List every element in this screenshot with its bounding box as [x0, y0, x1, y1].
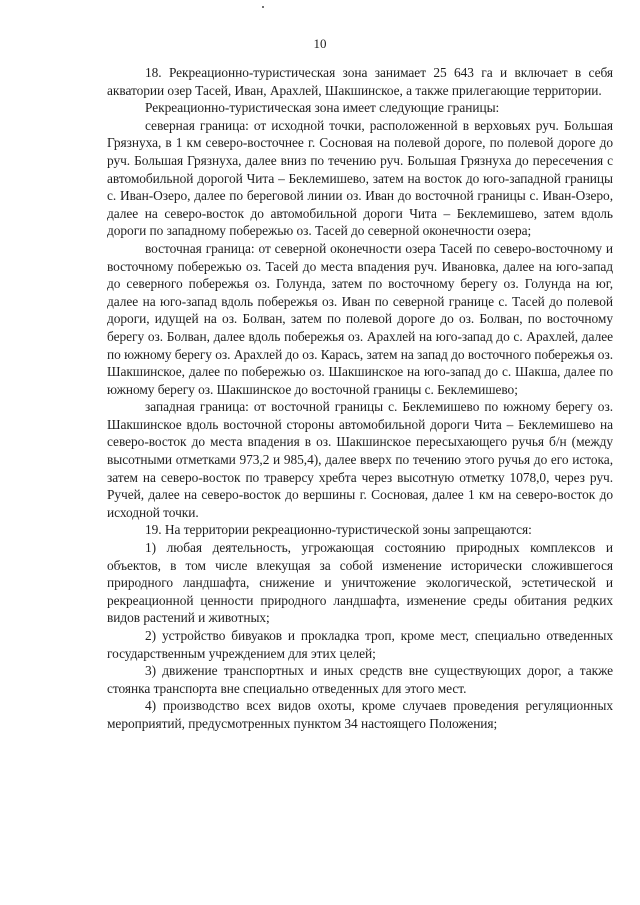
scan-speck	[262, 6, 264, 8]
paragraph-borders-heading: Рекреационно-туристическая зона имеет следующие границы:	[145, 100, 500, 116]
paragraph-18-intro: 18. Рекреационно-туристическая зона занимает 25 643 га и включает в себя акватории озер Тасей, Иван, Арахлей, Шакшинское, а также прилегающие территории.	[107, 65, 613, 98]
paragraph-prohibition-1: 1) любая деятельность, угрожающая состоянию природных комплексов и объектов, в том числе влекущая за собой изменение исторически сложившегося природного ландшафта, снижение и уничтожение экологической, эстетической и рекреационной ценности природного ландшафта, изменение среды обитания редких видов растений и животных;	[107, 540, 613, 626]
paragraph-prohibition-4: 4) производство всех видов охоты, кроме случаев проведения регуляционных мероприятий, предусмотренных пунктом 34 настоящего Положения;	[107, 698, 613, 731]
document-body	[107, 64, 613, 733]
paragraph-prohibition-2: 2) устройство бивуаков и прокладка троп, кроме мест, специально отведенных государственным учреждением для этих целей;	[107, 628, 613, 661]
paragraph-19-prohibitions: 19. На территории рекреационно-туристической зоны запрещаются:	[145, 522, 532, 538]
paragraph-west-border: западная граница: от восточной границы с. Беклемишево по южному берегу оз. Шакшинское вдоль восточной стороны автомобильной дороги Чита – Беклемишево на северо-восток до места впадения в оз. Шакшинское пересыхающего ручья б/н (между высотными отметками 973,2 и 985,4), далее вверх по течению этого ручья до его истока, затем на северо-восток по траверсу хребта через высотную отметку 1078,0, через руч. Ручей, далее на северо-восток до вершины г. Сосновая, далее 1 км на северо-восток до исходной точки.	[107, 399, 613, 520]
paragraph-east-border: восточная граница: от северной оконечности озера Тасей по северо-восточному и восточному побережью оз. Тасей до места впадения руч. Ивановка, далее на юго-запад до северного побережья оз. Голунда, затем по восточному берегу оз. Голунда на юг, далее на юго-запад вдоль побережья оз. Иван по северной границе с. Тасей до полевой дороги, идущей на оз. Болван, затем по полевой дороге до оз. Болван, по восточному берегу оз. Болван, далее вдоль побережья оз. Арахлей на юго-запад до с. Арахлей, далее по южному берегу оз. Арахлей до оз. Карась, затем на запад до восточного побережья оз. Шакшинское, далее по побережью оз. Шакшинское на юго-запад до с. Шакша, далее по южному берегу оз. Шакшинское до восточной границы с. Беклемишево;	[107, 240, 613, 397]
page-number: 10	[313, 36, 327, 51]
paragraph-north-border: северная граница: от исходной точки, расположенной в верховьях руч. Большая Грязнуха, в 1 км северо-восточнее г. Сосновая на полевой дороге, по полевой дороге до руч. Большая Грязнуха, далее вниз по течению руч. Большая Грязнуха до пересечения с автомобильной дорогой Чита – Беклемишево, затем на восток до юго-западной границы с. Иван-Озеро, далее по береговой линии оз. Иван до восточной границы с. Иван-Озеро, далее на северо-восток до автомобильной дороги Чита – Беклемишево, затем вдоль дороги по западному побережью оз. Тасей до северной оконечности озера;	[107, 117, 613, 239]
paragraph-prohibition-3: 3) движение транспортных и иных средств вне существующих дорог, а также стоянка транспорта вне специально отведенных для этого мест.	[107, 663, 613, 696]
